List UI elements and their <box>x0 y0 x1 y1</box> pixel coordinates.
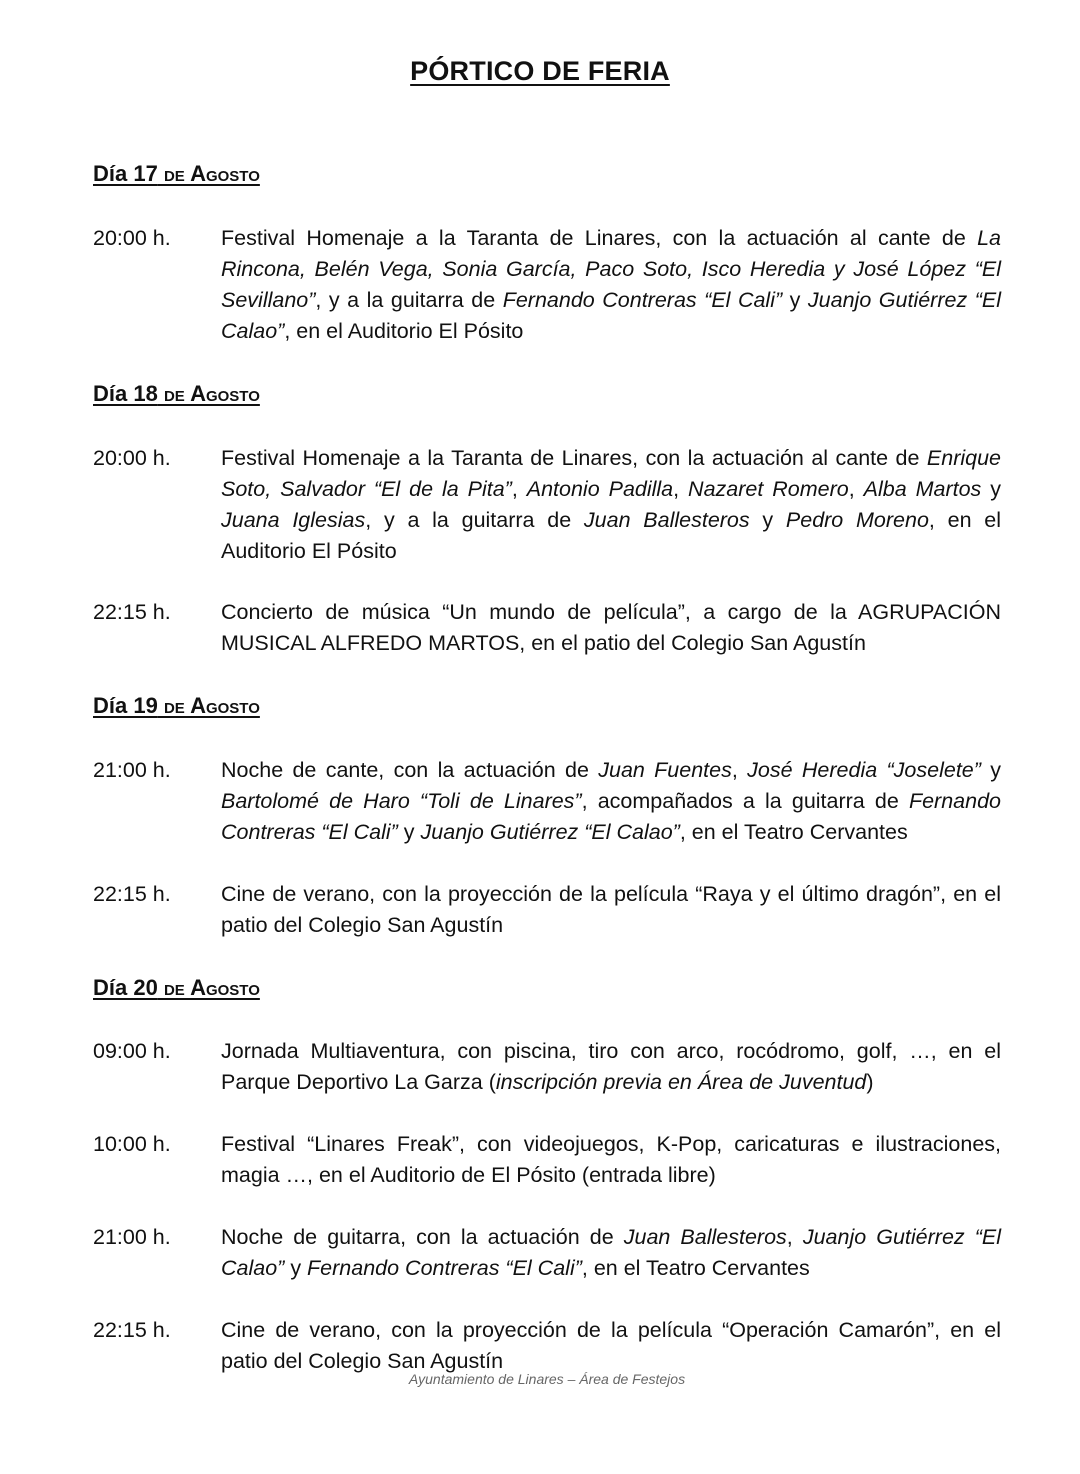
day-header-17 <box>93 161 260 187</box>
event-time: 22:15 h. <box>93 600 171 624</box>
text-segment: , en el Teatro Cervantes <box>581 1256 810 1280</box>
text-segment: , <box>731 758 748 782</box>
event-description <box>221 1315 1001 1377</box>
italic-name-segment: Enrique Soto, Salvador “El de la Pita” <box>221 446 1001 501</box>
italic-name-segment: Fernando Contreras “El Cali” <box>307 1256 582 1280</box>
text-segment: , en el Auditorio El Pósito <box>221 508 1002 563</box>
footer-credit: Ayuntamiento de Linares – Área de Festejos <box>408 1371 686 1387</box>
text-segment: y <box>397 820 421 844</box>
text-segment: y <box>284 1256 308 1280</box>
text-segment: , en el Teatro Cervantes <box>679 820 908 844</box>
day-header-19 <box>93 693 260 719</box>
italic-name-segment: Fernando Contreras “El Cali” <box>221 789 1001 844</box>
text-segment: Noche de cante, con la actuación de <box>221 758 599 782</box>
text-segment: , y a la guitarra de <box>365 508 584 532</box>
page-title: PÓRTICO DE FERIA <box>410 56 670 86</box>
text-segment: , <box>786 1225 803 1249</box>
event-time: 20:00 h. <box>93 226 171 250</box>
event-time: 10:00 h. <box>93 1132 171 1156</box>
event-time: 20:00 h. <box>93 446 171 470</box>
event-description <box>221 597 1001 659</box>
event-time: 09:00 h. <box>93 1039 171 1063</box>
text-segment: , y a la guitarra de <box>315 288 503 312</box>
text-segment: Festival Homenaje a la Taranta de Linares, con la actuación al cante de <box>221 226 978 250</box>
italic-name-segment: Juanjo Gutiérrez “El Calao” <box>420 820 680 844</box>
text-segment: Cine de verano, con la proyección de la película “Raya y el último dragón”, en el patio del Colegio San Agustín <box>221 882 1001 937</box>
event-description <box>221 1036 1001 1098</box>
text-segment: y <box>981 477 1001 501</box>
italic-name-segment: Juana Iglesias <box>221 508 366 532</box>
day-header-18 <box>93 381 260 407</box>
text-segment: y <box>980 758 1001 782</box>
italic-name-segment: Juan Ballesteros <box>583 508 750 532</box>
text-segment: y <box>749 508 786 532</box>
italic-name-segment: Juan Fuentes <box>598 758 732 782</box>
day-header-20 <box>93 975 260 1001</box>
day-number: Día 17 <box>93 161 158 186</box>
text-segment: , <box>511 477 527 501</box>
event-time: 22:15 h. <box>93 1318 171 1342</box>
text-segment: , en el Auditorio El Pósito <box>284 319 524 343</box>
text-segment: Festival “Linares Freak”, con videojuegos, K-Pop, caricaturas e ilustraciones, magia …, en el Auditorio de El Pósito (entrada libre) <box>221 1132 1001 1187</box>
text-segment: Noche de guitarra, con la actuación de <box>221 1225 624 1249</box>
italic-name-segment: Nazaret Romero <box>688 477 849 501</box>
day-month: de Agosto <box>157 381 260 406</box>
event-time: 21:00 h. <box>93 1225 171 1249</box>
italic-name-segment: La Rincona, Belén Vega, Sonia García, Paco Soto, Isco Heredia y José López “El Sevillano” <box>221 226 1001 312</box>
event-description <box>221 443 1001 567</box>
event-time: 21:00 h. <box>93 758 171 782</box>
day-month: de Agosto <box>157 975 260 1000</box>
day-number: Día 19 <box>93 693 158 718</box>
italic-name-segment: Juanjo Gutiérrez “El Calao” <box>221 288 1001 343</box>
italic-name-segment: José Heredia “Joselete” <box>747 758 981 782</box>
text-segment: Concierto de música “Un mundo de película”, a cargo de la AGRUPACIÓN MUSICAL ALFREDO MARTOS, en el patio del Colegio San Agustín <box>221 600 1001 655</box>
text-segment: Cine de verano, con la proyección de la película “Operación Camarón”, en el patio del Colegio San Agustín <box>221 1318 1001 1373</box>
day-month: de Agosto <box>157 693 260 718</box>
italic-name-segment: inscripción previa en Área de Juventud <box>495 1070 867 1094</box>
day-month: de Agosto <box>157 161 260 186</box>
text-segment: ) <box>866 1070 874 1094</box>
italic-name-segment: Antonio Padilla <box>526 477 674 501</box>
event-time: 22:15 h. <box>93 882 171 906</box>
day-number: Día 20 <box>93 975 158 1000</box>
text-segment: Festival Homenaje a la Taranta de Linares, con la actuación al cante de <box>221 446 927 470</box>
event-description <box>221 1222 1001 1284</box>
event-description <box>221 1129 1001 1191</box>
text-segment: , <box>848 477 864 501</box>
text-segment: y <box>782 288 808 312</box>
italic-name-segment: Bartolomé de Haro “Toli de Linares” <box>221 789 582 813</box>
italic-name-segment: Juanjo Gutiérrez “El Calao” <box>221 1225 1002 1280</box>
day-number: Día 18 <box>93 381 158 406</box>
event-description <box>221 755 1001 848</box>
italic-name-segment: Alba Martos <box>863 477 982 501</box>
text-segment: , <box>673 477 689 501</box>
italic-name-segment: Fernando Contreras “El Cali” <box>502 288 783 312</box>
event-description <box>221 879 1001 941</box>
italic-name-segment: Pedro Moreno <box>785 508 929 532</box>
event-description <box>221 223 1001 347</box>
italic-name-segment: Juan Ballesteros <box>623 1225 787 1249</box>
text-segment: , acompañados a la guitarra de <box>581 789 909 813</box>
text-segment: Jornada Multiaventura, con piscina, tiro con arco, rocódromo, golf, …, en el Parque Deportivo La Garza ( <box>221 1039 1001 1094</box>
